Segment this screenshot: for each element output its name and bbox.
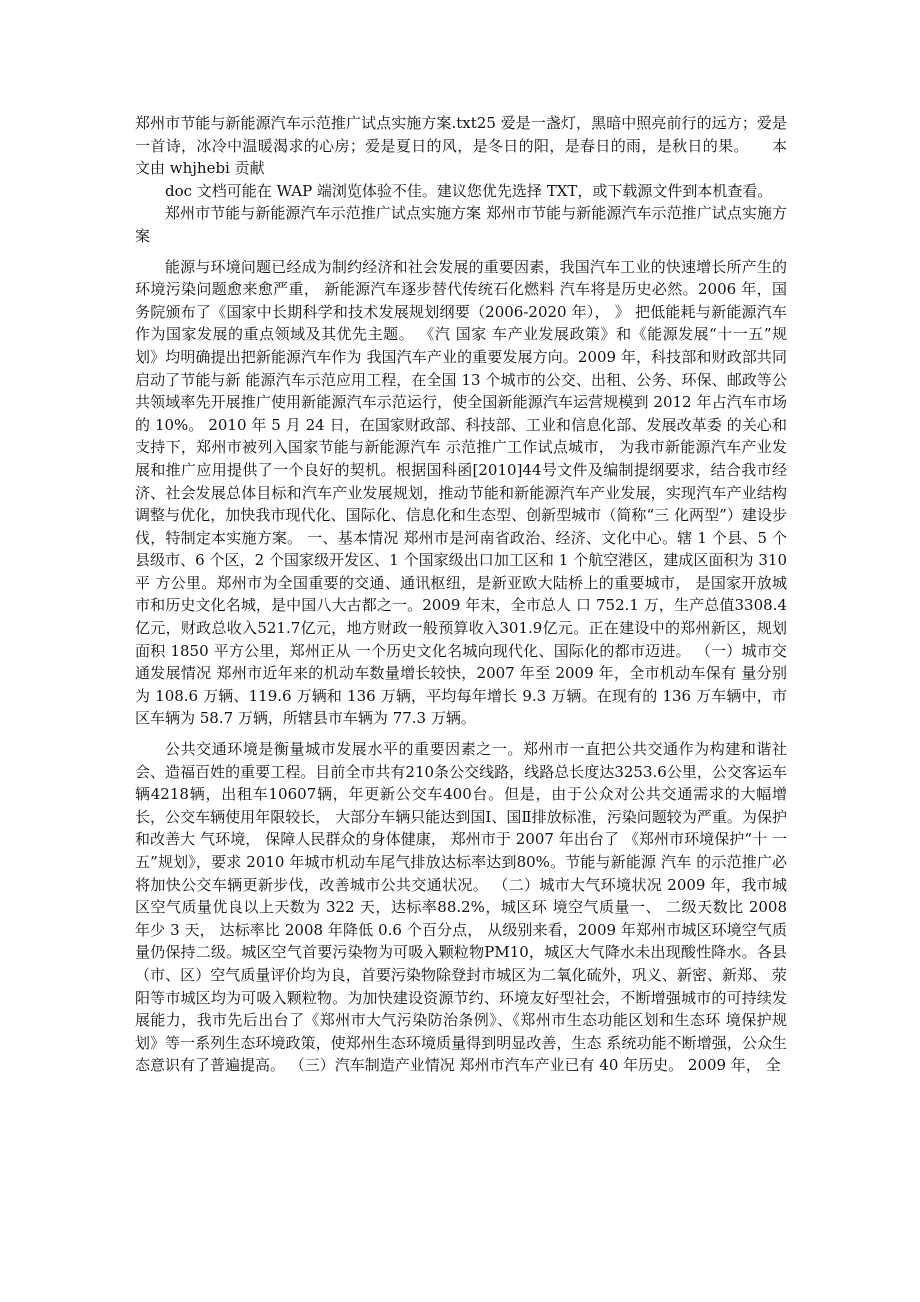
intro-text: 郑州市节能与新能源汽车示范推广试点实施方案.txt25 爱是一盏灯，黑暗中照亮前行的远方；爱是一首诗，冰冷中温暖渴求的心房；爱是夏日的风，是冬日的阳，是春日的雨，是秋日的果。 本文由 whjhebi 贡献 bbox=[135, 114, 787, 178]
format-notice: doc 文档可能在 WAP 端浏览体验不佳。建议您优先选择 TXT，或下载源文件到本机查看。 bbox=[165, 181, 773, 200]
document-title: 郑州市节能与新能源汽车示范推广试点实施方案 郑州市节能与新能源汽车示范推广试点实施方案 bbox=[135, 204, 787, 245]
document-body bbox=[135, 112, 787, 1077]
body-paragraph-2: 公共交通环境是衡量城市发展水平的重要因素之一。郑州市一直把公共交通作为构建和谐社会、造福百姓的重要工程。目前全市共有210条公交线路，线路总长度达3253.6公里，公交客运车辆4218辆，出租车10607辆，年更新公交车400台。但是，由于公众对公共交通需求的大幅增长，公交车辆使用年限较长， 大部分车辆只能达到国Ⅰ、国Ⅱ排放标准，污染问题较为严重。为保护和改善大 气环境， 保障人民群众的身体健康， 郑州市于 2007 年出台了 《郑州市环境保护“十 一五”规划》，要求 2010 年城市机动车尾气排放达标率达到80%。节能与新能源 汽车 的示范推广必将加快公交车辆更新步伐，改善城市公共交通状况。 （二）城市大气环境状况 2009 年，我市城区空气质量优良以上天数为 322 天，达标率88.2%，城区环 境空气质量一、 二级天数比 2008 年少 3 天， 达标率比 2008 年降低 0.6 个百分点， 从级别来看，2009 年郑州市城区环境空气质量仍保持二级。城区空气首要污染物为可吸入颗粒物PM10，城区大气降水未出现酸性降水。各县（市、区）空气质量评价均为良，首要污染物除登封市城区为二氧化硫外，巩义、新密、新郑、 荥阳等市城区均为可吸入颗粒物。为加快建设资源节约、环境友好型社会，不断增强城市的可持续发展能力，我市先后出台了《郑州市大气污染防治条例》、《郑州市生态功能区划和生态环 境保护规划》等一系列生态环境政策，使郑州生态环境质量得到明显改善，生态 系统功能不断增强，公众生态意识有了普遍提高。 （三）汽车制造产业情况 郑州市汽车产业已有 40 年历史。 2009 年， 全 bbox=[135, 740, 787, 1075]
body-paragraph-1: 能源与环境问题已经成为制约经济和社会发展的重要因素，我国汽车工业的快速增长所产生的环境污染问题愈来愈严重， 新能源汽车逐步替代传统石化燃料 汽车将是历史必然。2006 年，国务院颁布了《国家中长期科学和技术发展规划纲要（2006-2020 年）， 》 把低能耗与新能源汽车作为国家发展的重点领域及其优先主题。 《汽 国家 车产业发展政策》和《能源发展“十一五”规划》均明确提出把新能源汽车作为 我国汽车产业的重要发展方向。2009 年，科技部和财政部共同启动了节能与新 能源汽车示范应用工程，在全国 13 个城市的公交、出租、公务、环保、邮政等公共领域率先开展推广使用新能源汽车示范运行，使全国新能源汽车运营规模到 2012 年占汽车市场的 10%。 2010 年 5 月 24 日，在国家财政部、科技部、工业和信息化部、发展改革委 的关心和支持下，郑州市被列入国家节能与新能源汽车 示范推广工作试点城市， 为我市新能源汽车产业发展和推广应用提供了一个良好的契机。根据国科函[2010]44号文件及编制提纲要求，结合我市经济、社会发展总体目标和汽车产业发展规划，推动节能和新能源汽车产业发展，实现汽车产业结构 调整与优化，加快我市现代化、国际化、信息化和生态型、创新型城市（简称“三 化两型”）建设步伐，特制定本实施方案。 一、基本情况 郑州市是河南省政治、经济、文化中心。辖 1 个县、5 个县级市、6 个区，2 个国家级开发区、1 个国家级出口加工区和 1 个航空港区，建成区面积为 310 平 方公里。郑州市为全国重要的交通、通讯枢纽，是新亚欧大陆桥上的重要城市， 是国家开放城市和历史文化名城，是中国八大古都之一。2009 年末，全市总人 口 752.1 万，生产总值3308.4亿元，财政总收入521.7亿元，地方财政一般预算收入301.9亿元。正在建设中的郑州新区，规划面积 1850 平方公里，郑州正从 一个历史文化名城向现代化、国际化的都市迈进。 （一）城市交通发展情况 郑州市近年来的机动车数量增长较快，2007 年至 2009 年，全市机动车保有 量分别为 108.6 万辆、119.6 万辆和 136 万辆，平均每年增长 9.3 万辆。在现有的 136 万车辆中，市区车辆为 58.7 万辆，所辖县市车辆为 77.3 万辆。 bbox=[135, 257, 787, 728]
